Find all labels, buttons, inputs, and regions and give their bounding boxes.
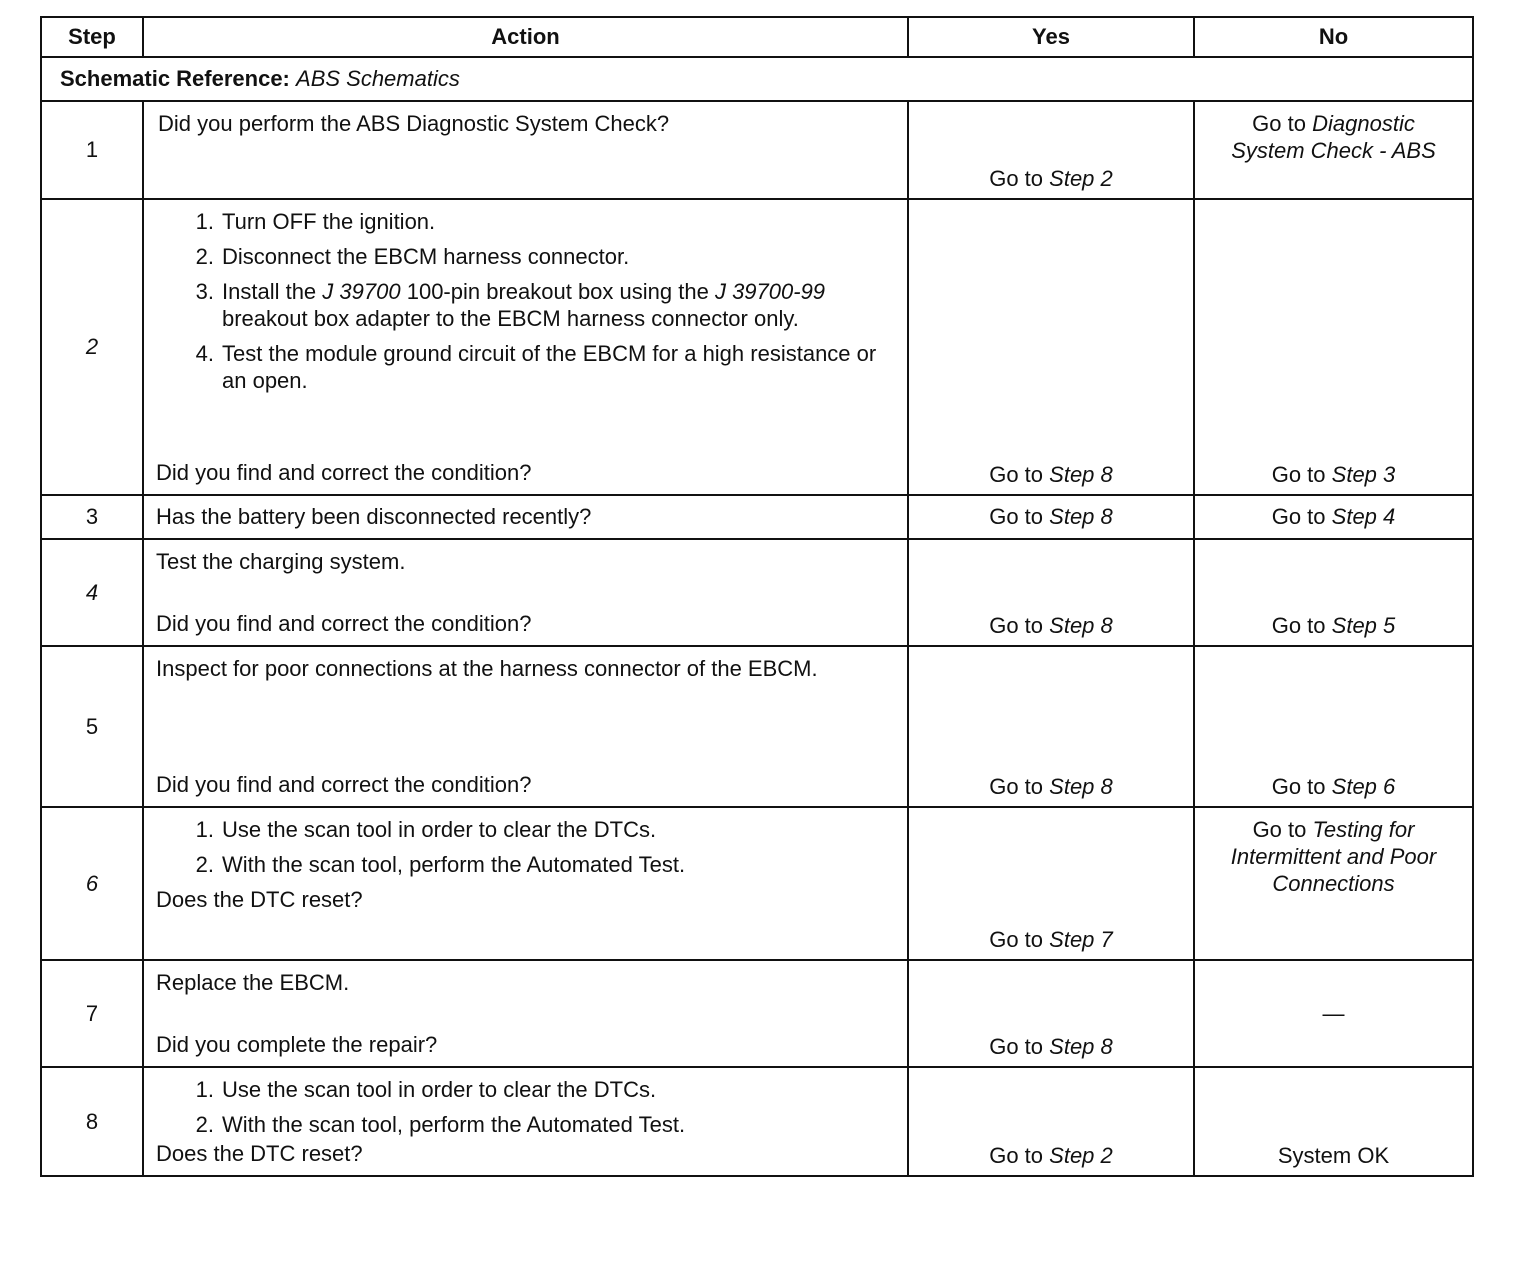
no-answer[interactable] bbox=[1195, 462, 1472, 488]
header-yes: Yes bbox=[908, 17, 1194, 57]
action-cell bbox=[143, 646, 908, 807]
schematic-row bbox=[41, 57, 1473, 101]
goto-text: Go to bbox=[989, 774, 1044, 799]
step-ref: Step 8 bbox=[1049, 1034, 1113, 1059]
header-no: No bbox=[1194, 17, 1473, 57]
item-text bbox=[222, 278, 895, 332]
goto-text: Go to bbox=[1271, 774, 1326, 799]
goto-text: Go to bbox=[989, 462, 1044, 487]
item-text-part: 100-pin breakout box using the bbox=[406, 279, 709, 304]
step-number: 2 bbox=[41, 199, 143, 495]
action-cell bbox=[143, 1067, 908, 1176]
step-ref: Step 8 bbox=[1049, 504, 1113, 529]
yes-cell bbox=[908, 807, 1194, 960]
item-number: 1. bbox=[195, 817, 214, 842]
step-ref: Step 7 bbox=[1049, 927, 1113, 952]
goto-text: Go to bbox=[989, 166, 1044, 191]
step-ref: Step 2 bbox=[1049, 1143, 1113, 1168]
goto-text: Go to bbox=[1252, 111, 1306, 136]
action-list bbox=[156, 816, 895, 878]
yes-cell bbox=[908, 495, 1194, 539]
header-step: Step bbox=[41, 17, 143, 57]
section-ref: Diagnostic System Check - ABS bbox=[1231, 111, 1436, 163]
item-text: Turn OFF the ignition. bbox=[222, 209, 436, 234]
goto-text: Go to bbox=[1271, 613, 1326, 638]
list-item bbox=[156, 816, 895, 843]
step-ref: Step 4 bbox=[1331, 504, 1396, 529]
action-question: Does the DTC reset? bbox=[156, 1141, 363, 1166]
table-row bbox=[41, 101, 1473, 199]
action-text: Test the charging system. bbox=[156, 549, 406, 574]
no-answer: — bbox=[1322, 1000, 1345, 1026]
item-number: 1. bbox=[195, 1077, 214, 1102]
no-cell bbox=[1194, 101, 1473, 199]
no-cell bbox=[1194, 495, 1473, 539]
step-ref: Step 8 bbox=[1049, 774, 1113, 799]
item-number: 4. bbox=[195, 341, 214, 366]
list-item bbox=[156, 278, 895, 332]
tool-ref: J 39700 bbox=[322, 279, 401, 304]
yes-cell bbox=[908, 539, 1194, 646]
table-row bbox=[41, 1067, 1473, 1176]
step-number: 1 bbox=[41, 101, 143, 199]
yes-answer[interactable] bbox=[909, 166, 1193, 192]
item-number: 1. bbox=[195, 209, 214, 234]
yes-answer[interactable] bbox=[909, 613, 1193, 639]
step-ref: Step 6 bbox=[1331, 774, 1396, 799]
item-text-part: breakout box adapter to the EBCM harness connector only. bbox=[222, 306, 799, 331]
yes-answer[interactable] bbox=[909, 1143, 1193, 1169]
step-number: 3 bbox=[41, 495, 143, 539]
step-ref: Step 8 bbox=[1049, 462, 1113, 487]
action-question: Did you find and correct the condition? bbox=[156, 611, 532, 636]
list-item bbox=[156, 1111, 895, 1138]
item-number: 2. bbox=[195, 1112, 214, 1137]
yes-answer[interactable] bbox=[909, 462, 1193, 488]
item-text: With the scan tool, perform the Automated Test. bbox=[222, 1112, 686, 1137]
step-number: 5 bbox=[41, 646, 143, 807]
diagnostic-table bbox=[40, 16, 1474, 1177]
section-ref: Testing for Intermittent and Poor Connections bbox=[1230, 817, 1437, 896]
action-question: Did you find and correct the condition? bbox=[156, 460, 532, 485]
item-number: 2. bbox=[195, 852, 214, 877]
yes-cell bbox=[908, 199, 1194, 495]
action-list-wrap bbox=[144, 200, 907, 394]
item-text: Use the scan tool in order to clear the DTCs. bbox=[222, 1077, 657, 1102]
table-row bbox=[41, 960, 1473, 1067]
action-list bbox=[156, 1076, 895, 1138]
goto-text: Go to bbox=[1271, 504, 1326, 529]
no-cell bbox=[1194, 960, 1473, 1067]
list-item bbox=[156, 208, 895, 235]
action-text: Inspect for poor connections at the harness connector of the EBCM. bbox=[156, 656, 818, 681]
step-number: 6 bbox=[41, 807, 143, 960]
item-text: Disconnect the EBCM harness connector. bbox=[222, 244, 630, 269]
yes-answer[interactable] bbox=[909, 1034, 1193, 1060]
action-question: Did you complete the repair? bbox=[156, 1032, 438, 1057]
action-cell bbox=[143, 807, 908, 960]
step-ref: Step 8 bbox=[1049, 613, 1113, 638]
action-question: Did you find and correct the condition? bbox=[156, 772, 532, 797]
list-item bbox=[156, 851, 895, 878]
yes-answer[interactable] bbox=[909, 774, 1193, 800]
list-item bbox=[156, 243, 895, 270]
item-number: 3. bbox=[195, 279, 214, 304]
no-answer: System OK bbox=[1277, 1143, 1390, 1168]
list-item bbox=[156, 340, 895, 394]
no-answer[interactable] bbox=[1195, 613, 1472, 639]
goto-text: Go to bbox=[989, 504, 1044, 529]
no-answer[interactable] bbox=[1195, 504, 1472, 530]
goto-text: Go to bbox=[989, 1034, 1044, 1059]
action-cell bbox=[143, 495, 908, 539]
goto-text: Go to bbox=[989, 927, 1044, 952]
item-text: Test the module ground circuit of the EBCM for a high resistance or an open. bbox=[222, 341, 877, 393]
step-ref: Step 5 bbox=[1331, 613, 1396, 638]
no-cell bbox=[1194, 1067, 1473, 1176]
item-text: With the scan tool, perform the Automated Test. bbox=[222, 852, 686, 877]
action-text: Replace the EBCM. bbox=[156, 970, 350, 995]
yes-cell bbox=[908, 646, 1194, 807]
action-text: Did you perform the ABS Diagnostic System Check? bbox=[158, 111, 670, 136]
table-row bbox=[41, 199, 1473, 495]
goto-text: Go to bbox=[1271, 462, 1326, 487]
no-answer[interactable] bbox=[1195, 102, 1472, 164]
no-cell bbox=[1194, 199, 1473, 495]
yes-cell bbox=[908, 101, 1194, 199]
no-answer[interactable] bbox=[1195, 808, 1472, 897]
schematic-label: Schematic Reference: bbox=[60, 66, 290, 91]
no-cell bbox=[1194, 646, 1473, 807]
action-list-wrap bbox=[144, 1068, 907, 1138]
header-action: Action bbox=[143, 17, 908, 57]
action-question: Does the DTC reset? bbox=[156, 887, 363, 912]
item-text: Use the scan tool in order to clear the DTCs. bbox=[222, 817, 657, 842]
tool-ref: J 39700-99 bbox=[714, 279, 826, 304]
table-row bbox=[41, 495, 1473, 539]
yes-cell bbox=[908, 960, 1194, 1067]
goto-text: Go to bbox=[989, 613, 1044, 638]
schematic-reference bbox=[41, 57, 1473, 101]
schematic-link[interactable]: ABS Schematics bbox=[296, 66, 460, 91]
yes-cell bbox=[908, 1067, 1194, 1176]
step-number: 4 bbox=[41, 539, 143, 646]
step-ref: Step 3 bbox=[1331, 462, 1396, 487]
action-text: Has the battery been disconnected recently? bbox=[156, 504, 592, 529]
table-row bbox=[41, 539, 1473, 646]
step-number: 7 bbox=[41, 960, 143, 1067]
action-cell bbox=[143, 539, 908, 646]
yes-answer[interactable] bbox=[909, 504, 1193, 530]
table-row bbox=[41, 646, 1473, 807]
action-cell bbox=[143, 199, 908, 495]
list-item bbox=[156, 1076, 895, 1103]
no-answer[interactable] bbox=[1195, 774, 1472, 800]
yes-answer[interactable] bbox=[909, 927, 1193, 953]
no-cell bbox=[1194, 807, 1473, 960]
action-list-wrap bbox=[144, 808, 907, 913]
step-number: 8 bbox=[41, 1067, 143, 1176]
goto-text: Go to bbox=[1252, 817, 1307, 842]
action-cell bbox=[143, 101, 908, 199]
action-cell bbox=[143, 960, 908, 1067]
step-ref: Step 2 bbox=[1049, 166, 1113, 191]
item-text-part: Install the bbox=[222, 279, 317, 304]
header-row bbox=[41, 17, 1473, 57]
item-number: 2. bbox=[195, 244, 214, 269]
table-row bbox=[41, 807, 1473, 960]
no-cell bbox=[1194, 539, 1473, 646]
action-list bbox=[156, 208, 895, 394]
goto-text: Go to bbox=[989, 1143, 1044, 1168]
